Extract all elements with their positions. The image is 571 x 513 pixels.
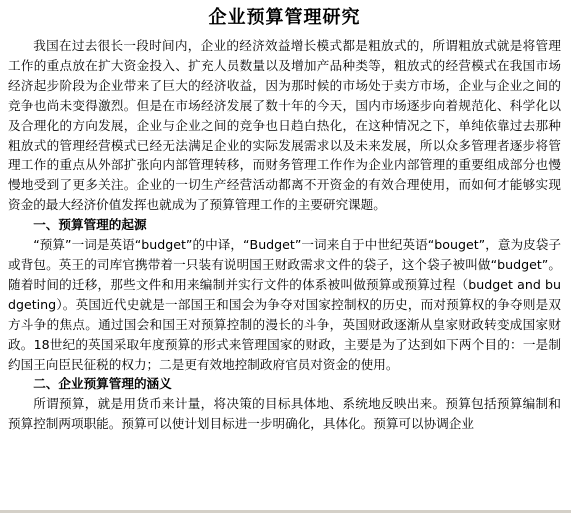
origin-paragraph: “预算”一词是英语“budget”的中译，“Budget”一词来自于中世纪英语“bouget”，意为皮袋子或背包。英王的司库官携带着一只装有说明国王财政需求文件的袋子，这个袋子被叫做“budget”。随着时间的迁移，那些文件和用来编制并实行文件的体系被叫做预算或预算过程（budget and budgeting）。英国近代史就是一部国王和国会为争夺对国家控制权的历史，而对预算权的争夺则是双方斗争的焦点。通过国会和国王对预算控制的漫长的斗争，英国财政逐渐从皇家财政转变成国家财政。18世纪的英国采取年度预算的形式来管理国家的财政，主要是为了达到如下两个目的：一是制约国王向臣民征税的权力；二是更有效地控制政府官员对资金的使用。 <box>8 237 561 372</box>
intro-paragraph: 我国在过去很长一段时间内，企业的经济效益增长模式都是粗放式的，所谓粗放式就是将管理工作的重点放在扩大资金投入、扩充人员数量以及增加产品种类等，粗放式的经营模式在我国市场经济起步阶段为企业带来了巨大的经济收益，因为那时候的市场处于卖方市场，企业与企业之间的竞争也尚未变得激烈。但是在市场经济发展了数十年的今天，国内市场逐步向着规范化、科学化以及合理化的方向发展，企业与企业之间的竞争也日趋白热化，在这种情况之下，单纯依靠过去那种粗放式的管理经营模式已经无法满足企业的实际发展需求以及未来发展，所以众多管理者逐步将管理工作的重点从外部扩张向内部管理转移，而财务管理工作作为企业内部管理的重要组成部分也慢慢地受到了更多关注。企业的一切生产经营活动都离不开资金的有效合理使用，而如何才能够实现资金的最大经济价值发挥也就成为了预算管理工作的主要研究课题。 <box>8 38 561 213</box>
meaning-paragraph: 所谓预算，就是用货币来计量，将决策的目标具体地、系统地反映出来。预算包括预算编制和预算控制两项职能。预算可以使计划目标进一步明确化，具体化。预算可以协调企业 <box>8 396 561 432</box>
document-title: 企业预算管理研究 <box>208 7 361 28</box>
section-heading-meaning: 二、企业预算管理的涵义 <box>33 376 172 392</box>
section-heading-origin: 一、预算管理的起源 <box>33 217 147 233</box>
